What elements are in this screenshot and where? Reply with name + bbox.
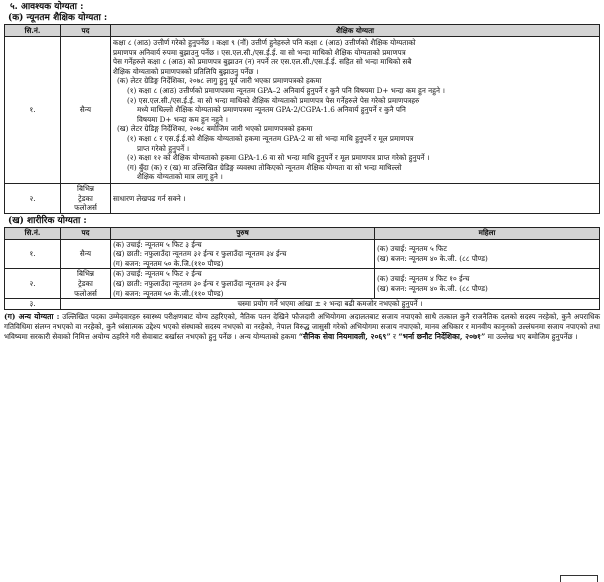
text-line: (क) लेटर ग्रेडिङ्ग निर्देशिका, २०७८ लागु हुनु पूर्व जारी भएका प्रमाणपत्रको हकमा bbox=[117, 76, 322, 86]
text-line: (ख) लेटर ग्रेडिङ्ग निर्देशिका, २०७८ बमोजिम जारी भएको प्रमाणपत्रको हकमा bbox=[117, 124, 313, 134]
qualification-cell bbox=[111, 37, 600, 184]
post-line: फलोअर्स bbox=[74, 288, 97, 298]
text-line: कक्षा ८ (आठ) उत्तीर्ण गरेको हुनुपर्नेछ । कक्षा ९ (नौं) उत्तीर्ण हुनेहरुले पनि कक्षा ८ (आठ) उत्तीर्णको शैक्षिक योग्यताको bbox=[113, 38, 416, 47]
physical-heading: (ख) शारीरिक योग्यता : bbox=[8, 215, 87, 226]
female-cell bbox=[375, 269, 600, 299]
other-label: (ग) अन्य योग्यता : bbox=[4, 311, 60, 321]
post-line: फलोअर्स bbox=[74, 203, 97, 213]
post-line: बिभिन्न bbox=[77, 183, 94, 193]
table-row bbox=[5, 183, 600, 213]
text-line: (ख) बजन: न्यूनतम ४० के.जी. (८८ पौण्ड) bbox=[377, 254, 488, 264]
text-line: (२) एस.एल.सी./एस.ई.ई. वा सो भन्दा माथिको शैक्षिक योग्यताको प्रमाणपत्र पेस गर्नेहरुले पेस गरेको प्रमाणपत्रहरु bbox=[127, 95, 420, 105]
text-line: (२) कक्षा १२ को शैक्षिक योग्यताको हकमा GPA-1.6 वा सो भन्दा माथि हुनुपर्ने र मूल प्रमाणपत्र प्राप्त गरेको हुनुपर्ने । bbox=[127, 153, 430, 163]
text-line: (१) कक्षा ८ (आठ) उत्तीर्णको प्रमाणपत्रमा न्यूनतम GPA–2 अनिवार्य हुनुपर्ने र कुनै पनि विषयमा D+ भन्दा कम हुन नहुने । bbox=[127, 85, 445, 95]
text-line: मध्ये माथिल्लो शैक्षिक योग्यताको प्रमाणपत्रमा न्यूनतम GPA-2/CGPA-1.6 अनिवार्य हुनुपर्ने र कुनै पनि bbox=[137, 105, 406, 115]
row-post: सैन्य bbox=[61, 37, 111, 184]
page-number-box bbox=[560, 575, 598, 582]
qualification-cell: साधारण लेखपढ गर्न सक्ने । bbox=[111, 183, 600, 213]
other-body: उल्लिखित पदका उम्मेदवारहरु स्वास्थ्य परीक्षणबाट योग्य ठहरिएको, नैतिक पतन देखिने फौजदारी अभियोगमा अदालतबाट सजाय नपाएको साथै तत्काल कुनै राजनैतिक दलको सदस्य नरहेको, कुनै अपराधिक गतिविधिमा संलग्न नभएको वा नरहेको, कुनै ध्वंसात्मक उद्देश्य भएको संस्थाको सदस्य नभएको वा नरहेको, नेपाल विरुद्ध जासुसी गरेको अभियोगमा सजाय नपाएको, मानव अधिकार र मानवीय कानूनको उल्लंघनमा सजाय नपाएको तथा भविष्यमा सरकारी सेवाको निमित्त अयोग्य ठहरिने गरी सेवाबाट बर्खास्त नभएको हुनु पर्नेछ । अन्य योग्यताको हकमा bbox=[4, 311, 600, 342]
row-sn: ३. bbox=[5, 299, 61, 310]
post-line: बिभिन्न bbox=[77, 269, 94, 279]
table-row bbox=[5, 299, 600, 310]
row-sn: १. bbox=[5, 37, 61, 184]
post-line: ट्रेडका bbox=[78, 279, 93, 289]
text-line: (क) उचाई: न्यूनतम ५ फिट ३ ईन्च bbox=[113, 239, 202, 249]
text-line: विषयमा D+ भन्दा कम हुन नहुने । bbox=[137, 114, 228, 124]
col-post: पद bbox=[61, 25, 111, 37]
row-post: सैन्य bbox=[61, 239, 111, 269]
document bbox=[4, 2, 602, 342]
education-header-row bbox=[5, 25, 600, 37]
row-sn: २. bbox=[5, 269, 61, 299]
table-row bbox=[5, 239, 600, 269]
rule-name-1: “सैनिक सेवा नियमावली, २०६९” bbox=[298, 332, 391, 342]
text-line: (क) उचाई: न्यूनतम ४ फिट १० ईन्च bbox=[377, 274, 470, 284]
text-line: (ग) बजन: न्यूनतम ५० के.जि.(११० पौण्ड) bbox=[113, 258, 224, 268]
education-table bbox=[4, 24, 600, 214]
text-line: (ग) बुँदा (क) र (ख) मा उल्लिखित ग्रेडिङ्ग व्यवस्था तोकिएको न्यूनतम शैक्षिक योग्यता वा सो भन्दा माथिल्लो bbox=[127, 162, 402, 172]
education-heading: (क) न्यूनतम शैक्षिक योग्यता : bbox=[8, 13, 108, 23]
section-title: ५. आवश्यक योग्यता : bbox=[10, 2, 84, 12]
rule-name-2: “भर्ना छनौट निर्देशिका, २०७१” bbox=[398, 332, 486, 342]
other-qualification bbox=[4, 312, 600, 343]
col-post: पद bbox=[61, 227, 111, 239]
row-post bbox=[61, 183, 111, 213]
text-line: (ख) छाती: नफुलाउँदा न्यूनतम ३२ ईन्च र फुलाउँदा न्यूनतम ३४ ईन्च bbox=[113, 249, 287, 259]
other-tail: मा उल्लेख भए बमोजिम हुनुपर्नेछ । bbox=[487, 332, 578, 342]
text-line: (ग) बजन: न्यूनतम ५० के.जी.(११० पौण्ड) bbox=[113, 288, 224, 298]
text-line: प्राप्त गरेको हुनुपर्ने । bbox=[137, 143, 190, 153]
text-line: शैक्षिक योग्यताको प्रमाणपत्रको प्रतिलिपि बुझाउनु पर्नेछ । bbox=[113, 66, 259, 76]
text-line: (१) कक्षा ८ र एस.ई.ई.को शैक्षिक योग्यताको हकमा न्यूनतम GPA-2 वा सो भन्दा माथि हुनुपर्ने र मूल प्रमाणपत्र bbox=[127, 133, 414, 143]
row-post bbox=[61, 269, 111, 299]
text-line: (क) उचाई: न्यूनतम ५ फिट २ ईन्च bbox=[113, 269, 202, 279]
eyesight-cell: चस्मा प्रयोग गर्ने भएमा आंखा ± २ भन्दा बढी कमजोर नभएको हुनुपर्ने । bbox=[61, 299, 600, 310]
row-sn: २. bbox=[5, 183, 61, 213]
male-cell bbox=[111, 239, 375, 269]
col-sn: सि.नं. bbox=[5, 227, 61, 239]
post-line: ट्रेडका bbox=[78, 193, 93, 203]
physical-table bbox=[4, 227, 600, 310]
text-line: पेस गर्नेहरुले कक्षा ८ (आठ) को प्रमाणपत्र बुझाउन (न) नपर्ने तर एस.एल.सी./एस.ई.ई. सहित सो भन्दा माथिको सबै bbox=[113, 57, 412, 67]
text-line: प्रमाणपत्र अनिवार्य रुपमा बुझाउनु पर्नेछ । एस.एल.सी./एस.ई.ई. वा सो भन्दा माथिको शैक्षिक योग्यताको प्रमाणपत्र bbox=[113, 47, 406, 57]
physical-header-row bbox=[5, 227, 600, 239]
col-sn: सि.नं. bbox=[5, 25, 61, 37]
col-qualification: शैक्षिक योग्यता bbox=[111, 25, 600, 37]
text-line: शैक्षिक योग्यताको मात्र लागू हुने । bbox=[137, 172, 223, 182]
col-male: पुरुष bbox=[111, 227, 375, 239]
table-row bbox=[5, 37, 600, 184]
female-cell bbox=[375, 239, 600, 269]
table-row bbox=[5, 269, 600, 299]
male-cell bbox=[111, 269, 375, 299]
row-sn: १. bbox=[5, 239, 61, 269]
text-line: (क) उचाई: न्यूनतम ५ फिट bbox=[377, 244, 448, 254]
conjunction: र bbox=[393, 332, 396, 342]
text-line: (ख) बजन: न्यूनतम ४० के.जी. (८८ पौण्ड) bbox=[377, 283, 488, 293]
col-female: महिला bbox=[375, 227, 600, 239]
text-line: (ख) छाती: नफुलाउँदा न्यूनतम ३० ईन्च र फुलाउँदा न्यूनतम ३२ ईन्च bbox=[113, 279, 287, 289]
